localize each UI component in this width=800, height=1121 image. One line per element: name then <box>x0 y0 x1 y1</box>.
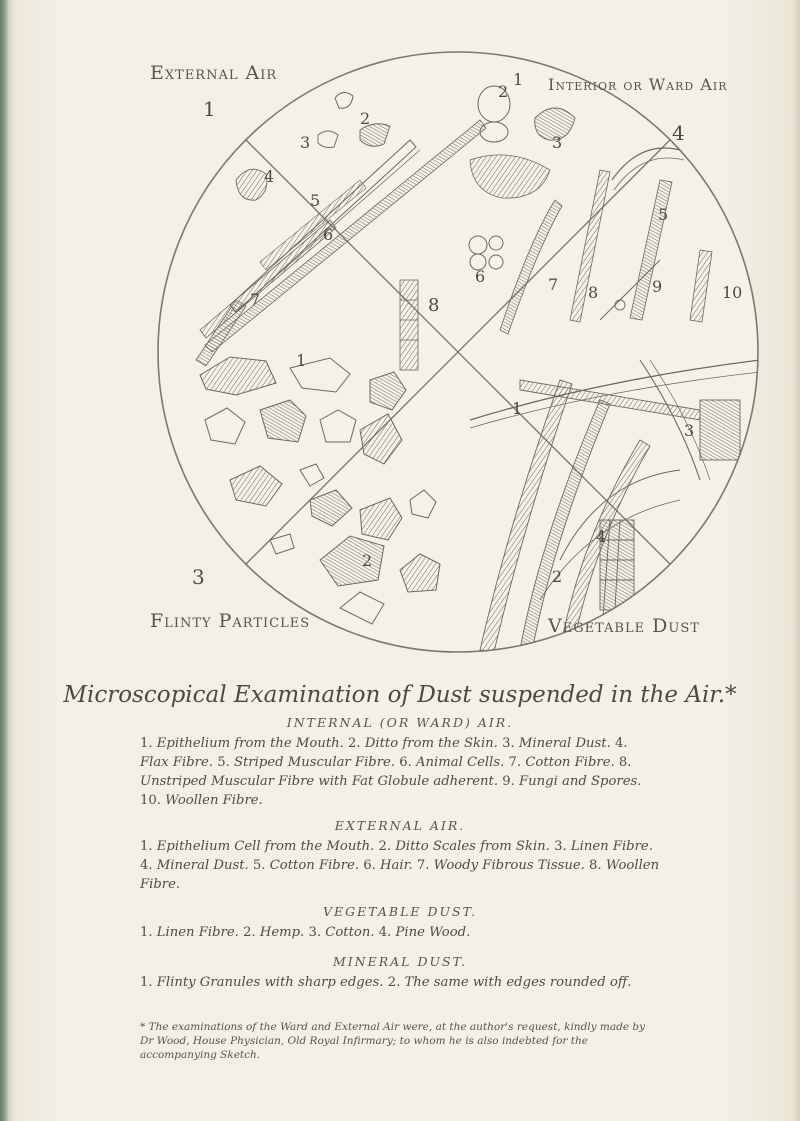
external-num-1: 1 <box>203 97 216 121</box>
item-text: Cotton Fibre. <box>269 858 360 873</box>
item-number: 3. <box>554 839 571 854</box>
vegetable-num-1: 1 <box>512 399 523 418</box>
internal-heading: INTERNAL (OR WARD) AIR. <box>286 715 514 730</box>
item-text: Woody Fibrous Tissue. <box>433 858 585 873</box>
item-number: 3. <box>308 925 326 940</box>
item-number: 2. <box>378 839 396 854</box>
item-text: Hemp. <box>259 925 305 940</box>
item-number: 7. <box>416 858 434 873</box>
interior-num-2: 2 <box>498 82 509 101</box>
item-number: 9. <box>502 774 520 789</box>
item-number: 5. <box>217 755 234 770</box>
item-number: 1. <box>140 975 157 990</box>
external-num-4: 4 <box>264 167 275 186</box>
item-number: 7. <box>508 755 526 770</box>
item-number: 5. <box>252 858 270 873</box>
interior-num-6: 6 <box>475 267 486 286</box>
item-number: 4. <box>378 925 396 940</box>
item-text: Pine Wood. <box>395 925 471 940</box>
item-number: 2. <box>348 736 365 751</box>
interior-num-8: 8 <box>588 283 599 302</box>
item-number: 3. <box>502 736 519 751</box>
item-text: Epithelium from the Mouth. <box>156 736 344 751</box>
external-num-6: 6 <box>323 225 334 244</box>
vegetable-num-3: 3 <box>684 421 695 440</box>
vegetable-num-2: 2 <box>552 567 563 586</box>
external-num-3: 3 <box>300 133 311 152</box>
item-number: 6. <box>363 858 381 873</box>
item-number: 6. <box>399 755 417 770</box>
external-num-7: 7 <box>250 290 261 309</box>
interior-num-7: 7 <box>548 275 559 294</box>
item-number: 4. <box>614 736 628 751</box>
caption-title: Microscopical Examination of Dust suspended in the Air.* <box>63 682 737 708</box>
item-number: 4. <box>140 858 157 873</box>
mineral-items <box>140 973 660 992</box>
item-text: Linen Fibre. <box>570 839 653 854</box>
item-text: Cotton Fibre. <box>525 755 615 770</box>
interior-num-9: 9 <box>652 277 663 296</box>
item-text: Flax Fibre. <box>140 755 213 770</box>
flinty-num-1: 1 <box>296 351 307 370</box>
external-items <box>140 837 660 894</box>
vegetable-heading: VEGETABLE DUST. <box>322 904 478 919</box>
external-num-2: 2 <box>360 109 371 128</box>
footnote: * The examinations of the Ward and External Air were, at the author's request, kindly made by Dr Wood, House Physician, Old Royal Infirmary; to whom he is also indebted for the accompanying Sketch. <box>140 1021 646 1061</box>
item-number: 1. <box>140 925 157 940</box>
vegetable-items <box>140 923 660 942</box>
mineral-heading: MINERAL DUST. <box>332 954 468 969</box>
item-text: Mineral Dust. <box>518 736 611 751</box>
interior-num-1: 1 <box>513 70 524 89</box>
item-text: Flinty Granules with sharp edges. <box>156 975 384 990</box>
item-text: Cotton. <box>325 925 375 940</box>
item-text: Hair. <box>380 858 413 873</box>
label-vegetable-dust: Vegetable Dust <box>548 615 700 637</box>
item-text: Striped Muscular Fibre. <box>233 755 396 770</box>
item-number: 8. <box>589 858 606 873</box>
flinty-num-3: 3 <box>192 565 205 589</box>
vegetable-num-4: 4 <box>596 527 607 546</box>
item-text: Mineral Dust. <box>156 858 249 873</box>
item-text: Unstriped Muscular Fibre with Fat Globule adherent. <box>140 774 499 789</box>
item-number: 1. <box>140 839 157 854</box>
item-number: 10. <box>140 793 166 808</box>
external-num-5: 5 <box>310 191 321 210</box>
item-text: Ditto from the Skin. <box>364 736 498 751</box>
item-text: Animal Cells. <box>416 755 505 770</box>
item-number: 8. <box>618 755 632 770</box>
label-interior-air: Interior or Ward Air <box>548 75 728 94</box>
item-number: 2. <box>387 975 405 990</box>
flinty-num-2: 2 <box>362 551 373 570</box>
item-number: 1. <box>140 736 157 751</box>
label-flinty-particles: Flinty Particles <box>150 610 311 632</box>
interior-num-5: 5 <box>658 205 669 224</box>
interior-num-3: 3 <box>552 133 563 152</box>
item-number: 2. <box>243 925 260 940</box>
external-num-8: 8 <box>428 295 440 316</box>
item-text: Linen Fibre. <box>156 925 239 940</box>
label-external-air: External Air <box>150 62 278 84</box>
external-heading: EXTERNAL AIR. <box>334 818 466 833</box>
item-text: Epithelium Cell from the Mouth. <box>156 839 375 854</box>
interior-num-10: 10 <box>722 283 743 302</box>
item-text: Ditto Scales from Skin. <box>395 839 550 854</box>
interior-num-4: 4 <box>672 121 685 145</box>
item-text: Woollen Fibre. <box>165 793 263 808</box>
internal-items <box>140 734 660 810</box>
item-text: Fungi and Spores. <box>519 774 642 789</box>
item-text: The same with edges rounded off. <box>404 975 632 990</box>
item-text: Woollen Fibre. <box>140 858 660 892</box>
